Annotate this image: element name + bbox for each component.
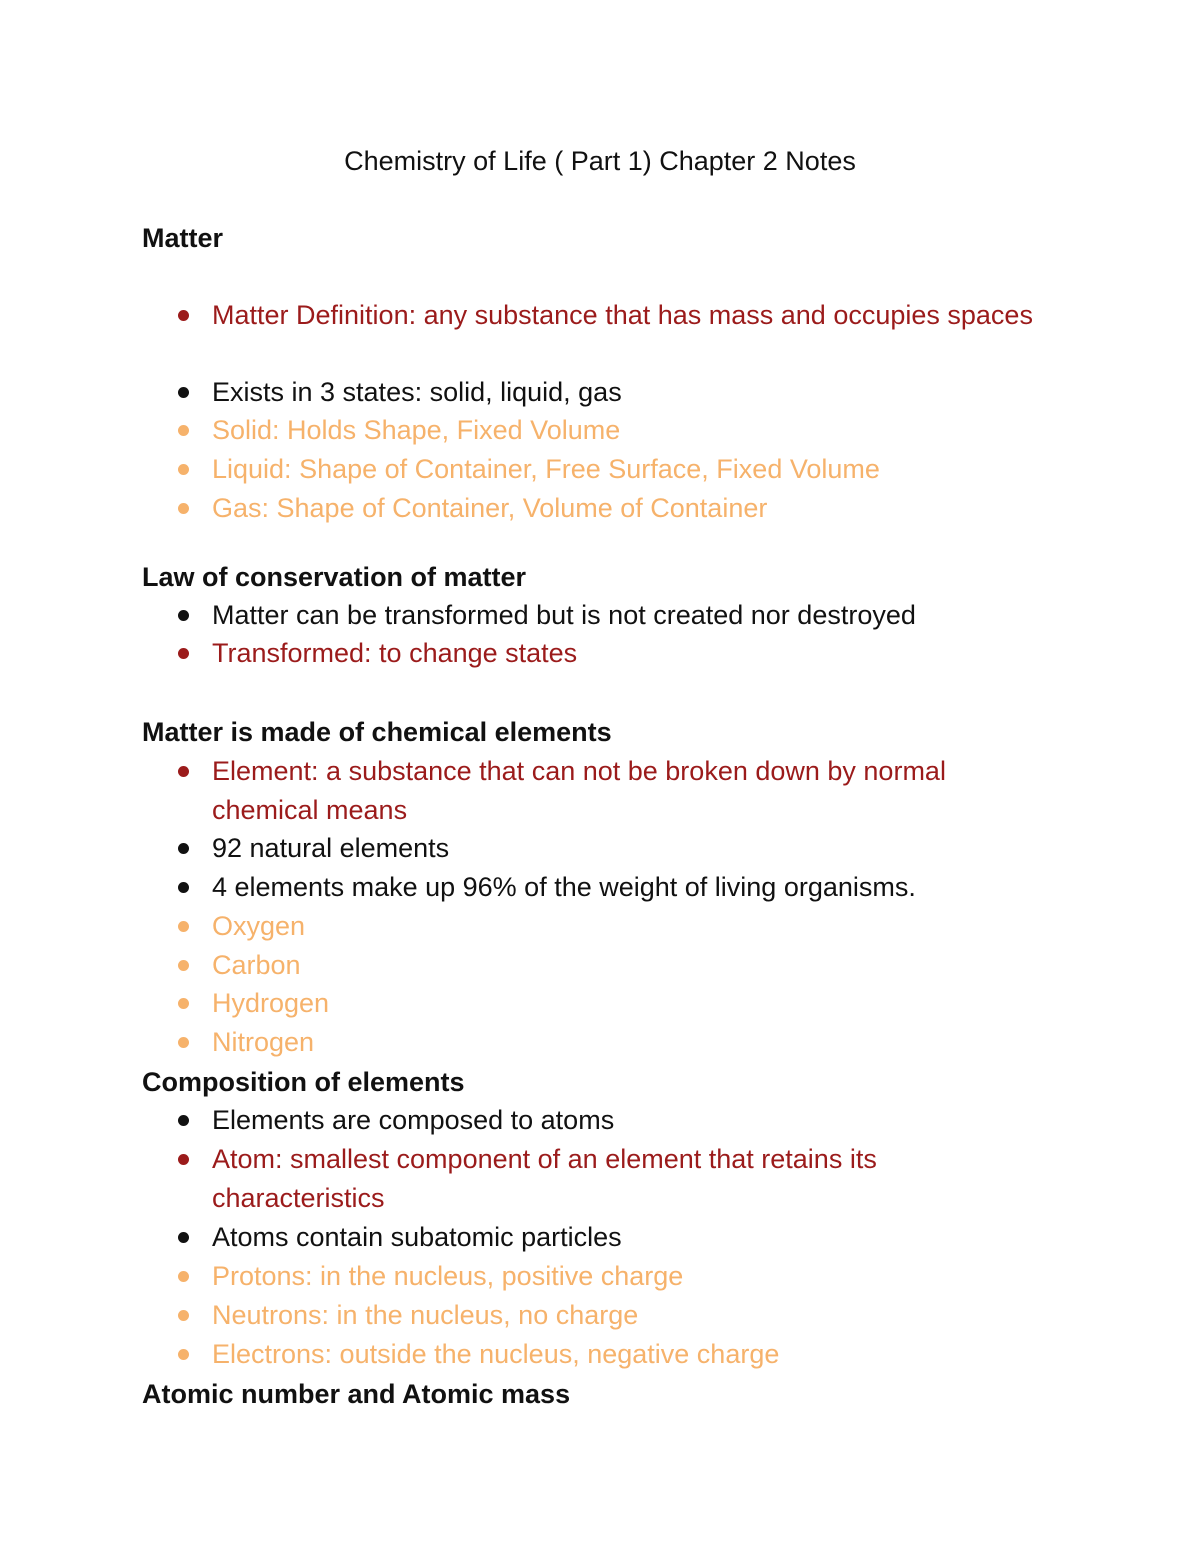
- list-item: Atom: smallest component of an element that retains its characteristics: [212, 1140, 1042, 1217]
- list-item: Carbon: [212, 946, 1042, 985]
- list-item: Hydrogen: [212, 984, 1042, 1023]
- bullet-icon: [178, 503, 189, 514]
- bullet-icon: [178, 1349, 189, 1360]
- bullet-icon: [178, 843, 189, 854]
- section-heading-composition: Composition of elements: [142, 1067, 465, 1097]
- list-item: Liquid: Shape of Container, Free Surface, Fixed Volume: [212, 450, 1042, 489]
- section-heading-matter: Matter: [142, 223, 224, 253]
- list-item: Transformed: to change states: [212, 634, 1042, 673]
- list-item: Electrons: outside the nucleus, negative charge: [212, 1335, 1042, 1374]
- list-item: Exists in 3 states: solid, liquid, gas: [212, 373, 1042, 412]
- bullet-icon: [178, 1037, 189, 1048]
- list-item: Neutrons: in the nucleus, no charge: [212, 1296, 1042, 1335]
- list-item: Nitrogen: [212, 1023, 1042, 1062]
- list-item: Matter Definition: any substance that has mass and occupies spaces: [212, 296, 1042, 335]
- bullet-icon: [178, 464, 189, 475]
- bullet-icon: [178, 921, 189, 932]
- list-item: Gas: Shape of Container, Volume of Container: [212, 489, 1042, 528]
- bullet-icon: [178, 882, 189, 893]
- bullet-icon: [178, 648, 189, 659]
- list-item: Element: a substance that can not be broken down by normal chemical means: [212, 752, 1042, 829]
- bullet-icon: [178, 998, 189, 1009]
- page-title: Chemistry of Life ( Part 1) Chapter 2 Notes: [344, 146, 856, 176]
- list-item: Matter can be transformed but is not created nor destroyed: [212, 596, 1042, 635]
- list-item: 92 natural elements: [212, 829, 1042, 868]
- section-heading-conservation: Law of conservation of matter: [142, 562, 527, 592]
- section-heading-atomic: Atomic number and Atomic mass: [142, 1379, 571, 1409]
- list-item: Protons: in the nucleus, positive charge: [212, 1257, 1042, 1296]
- list-item: Atoms contain subatomic particles: [212, 1218, 1042, 1257]
- list-item: Solid: Holds Shape, Fixed Volume: [212, 411, 1042, 450]
- bullet-icon: [178, 1154, 189, 1165]
- bullet-icon: [178, 310, 189, 321]
- bullet-icon: [178, 387, 189, 398]
- list-item: Oxygen: [212, 907, 1042, 946]
- list-item: 4 elements make up 96% of the weight of living organisms.: [212, 868, 1042, 907]
- bullet-icon: [178, 1310, 189, 1321]
- list-item: Elements are composed to atoms: [212, 1101, 1042, 1140]
- bullet-icon: [178, 1232, 189, 1243]
- bullet-icon: [178, 610, 189, 621]
- bullet-icon: [178, 425, 189, 436]
- section-heading-elements: Matter is made of chemical elements: [142, 717, 612, 747]
- bullet-icon: [178, 1115, 189, 1126]
- bullet-icon: [178, 766, 189, 777]
- bullet-icon: [178, 960, 189, 971]
- bullet-icon: [178, 1271, 189, 1282]
